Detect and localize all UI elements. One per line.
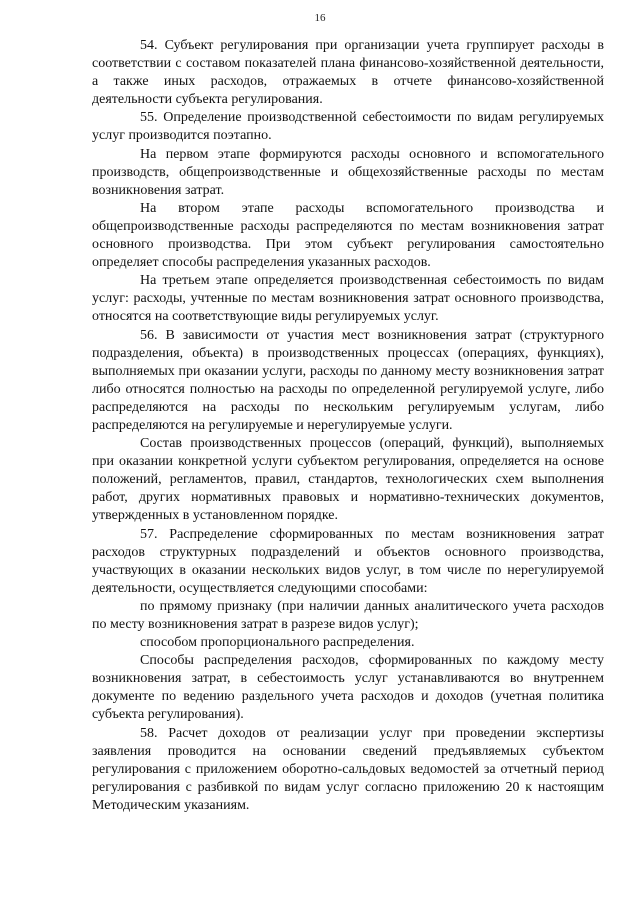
paragraph-57-direct: по прямому признаку (при наличии данных аналитического учета расходов по месту возникновения затрат в разрезе видов услуг); bbox=[92, 598, 604, 632]
paragraph-56-composition: Состав производственных процессов (операций, функций), выполняемых при оказании конкретной услуги субъектом регулирования, определяется на основе положений, регламентов, правил, стандартов, технологических схем выполнения работ, других нормативных правовых и нормативно-технических документов, утвержденных в установленном порядке. bbox=[92, 436, 604, 524]
paragraph-58: 58. Расчет доходов от реализации услуг при проведении экспертизы заявления проводится на основании сведений предъявляемых субъектом регулирования с приложением оборотно-сальдовых ведомостей за отчетный период регулирования с разбивкой по видам услуг согласно приложению 20 к настоящим Методическим указаниям. bbox=[92, 725, 604, 813]
paragraph-stage-1: На первом этапе формируются расходы основного и вспомогательного производств, общепроизводственные и общехозяйственные расходы по местам возникновения затрат. bbox=[92, 146, 604, 198]
paragraph-57-proportional: способом пропорционального распределения. bbox=[140, 635, 415, 651]
paragraph-57-methods: Способы распределения расходов, сформированных по каждому месту возникновения затрат, в себестоимость услуг устанавливаются во внутреннем документе по ведению раздельного учета расходов и доходов (учетная политика субъекта регулирования). bbox=[92, 653, 604, 723]
page-number: 16 bbox=[314, 12, 326, 24]
paragraph-stage-2: На втором этапе расходы вспомогательного производства и общепроизводственные расходы распределяются по местам возникновения затрат основного производства. При этом субъект регулирования самостоятельно определяет способы распределения указанных расходов. bbox=[92, 200, 604, 271]
paragraph-stage-3: На третьем этапе определяется производственная себестоимость по видам услуг: расходы, учтенные по местам возникновения затрат основного производства, относятся на соответствующие виды регулируемых услуг. bbox=[92, 273, 604, 325]
paragraph-57: 57. Распределение сформированных по местам возникновения затрат расходов структурных подразделений и объектов основного производства, участвующих в оказании нескольких видов услуг, в том числе по нерегулируемой деятельности, осуществляется следующими способами: bbox=[92, 526, 604, 596]
document-body bbox=[92, 37, 604, 815]
paragraph-55: 55. Определение производственной себестоимости по видам регулируемых услуг производится поэтапно. bbox=[92, 110, 604, 144]
paragraph-54: 54. Субъект регулирования при организации учета группирует расходы в соответствии с составом показателей плана финансово-хозяйственной деятельности, а также иных расходов, отражаемых в отчете финансово-хозяйственной деятельности субъекта регулирования. bbox=[92, 38, 604, 108]
paragraph-56: 56. В зависимости от участия мест возникновения затрат (структурного подразделения, объекта) в производственных процессах (операциях, функциях), выполняемых при оказании услуги, расходы по данному месту возникновения затрат либо относятся полностью на расходы по определенной регулируемой услуге, либо распределяются на расходы по нескольким регулируемым услугам, либо распределяются на регулируемые и нерегулируемые услуги. bbox=[92, 327, 604, 433]
